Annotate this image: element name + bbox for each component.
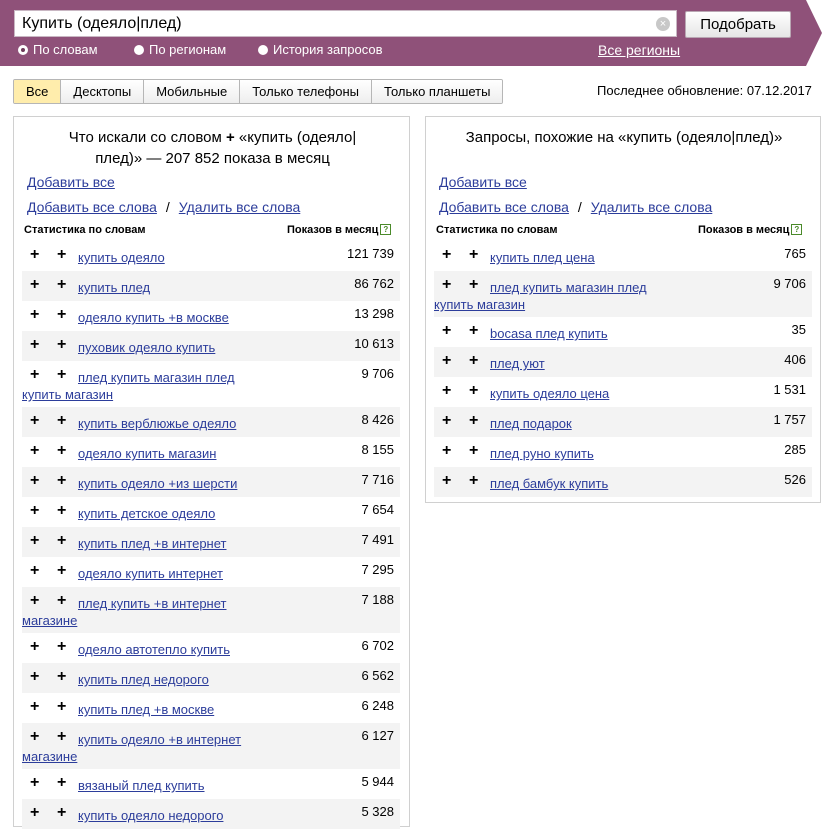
phrase-link[interactable]: плед купить магазин плед купить магазин bbox=[434, 280, 647, 312]
table-row bbox=[434, 241, 812, 271]
impressions-count: 1 757 bbox=[773, 412, 806, 427]
phrase-link[interactable]: одеяло купить интернет bbox=[78, 566, 223, 581]
table-row bbox=[22, 693, 400, 723]
add-all-link[interactable]: Добавить все bbox=[439, 174, 527, 190]
add-word-plus-icon[interactable]: + bbox=[30, 668, 40, 685]
table-row bbox=[434, 467, 812, 497]
add-all-words-link[interactable]: Добавить все слова bbox=[439, 199, 569, 215]
column-header-count-label: Показов в месяц bbox=[287, 224, 379, 236]
impressions-count: 7 654 bbox=[361, 502, 394, 517]
table-row bbox=[22, 799, 400, 829]
add-word-plus-icon[interactable]: + bbox=[442, 352, 452, 369]
radio-label: По регионам bbox=[149, 42, 227, 57]
phrase-link[interactable]: плед уют bbox=[490, 356, 545, 371]
impressions-count: 6 127 bbox=[361, 728, 394, 743]
table-row bbox=[434, 347, 812, 377]
left-table bbox=[22, 241, 400, 829]
phrase-link[interactable]: купить верблюжье одеяло bbox=[78, 416, 237, 431]
left-panel-title bbox=[14, 127, 411, 169]
add-word-plus-icon[interactable]: + bbox=[30, 728, 40, 745]
radio-selected-icon bbox=[18, 45, 28, 55]
search-query-text: Купить (одеяло|плед) bbox=[22, 15, 182, 32]
add-phrase-plus-icon[interactable]: + bbox=[57, 306, 67, 323]
word-actions bbox=[439, 199, 712, 215]
regions-link[interactable]: Все регионы bbox=[598, 42, 681, 58]
table-row bbox=[22, 331, 400, 361]
tab-mobile[interactable]: Мобильные bbox=[144, 80, 240, 103]
phrase-link[interactable]: одеяло купить +в москве bbox=[78, 310, 229, 325]
help-icon[interactable]: ? bbox=[380, 224, 391, 235]
add-phrase-plus-icon[interactable]: + bbox=[469, 412, 479, 429]
add-phrase-plus-icon[interactable]: + bbox=[57, 276, 67, 293]
phrase-link[interactable]: плед бамбук купить bbox=[490, 476, 609, 491]
add-phrase-plus-icon[interactable]: + bbox=[469, 442, 479, 459]
add-word-plus-icon[interactable]: + bbox=[30, 366, 40, 383]
add-phrase-plus-icon[interactable]: + bbox=[57, 412, 67, 429]
table-row bbox=[22, 301, 400, 331]
add-word-plus-icon[interactable]: + bbox=[442, 382, 452, 399]
table-row bbox=[22, 407, 400, 437]
add-phrase-plus-icon[interactable]: + bbox=[57, 728, 67, 745]
impressions-count: 285 bbox=[784, 442, 806, 457]
add-phrase-plus-icon[interactable]: + bbox=[469, 382, 479, 399]
add-word-plus-icon[interactable]: + bbox=[442, 322, 452, 339]
phrase-link[interactable]: купить плед +в интернет bbox=[78, 536, 227, 551]
add-word-plus-icon[interactable]: + bbox=[442, 412, 452, 429]
impressions-count: 5 328 bbox=[361, 804, 394, 819]
add-word-plus-icon[interactable]: + bbox=[30, 804, 40, 821]
search-input[interactable] bbox=[14, 10, 677, 37]
add-phrase-plus-icon[interactable]: + bbox=[57, 592, 67, 609]
add-phrase-plus-icon[interactable]: + bbox=[57, 774, 67, 791]
tab-all[interactable]: Все bbox=[14, 80, 61, 103]
table-row bbox=[22, 361, 400, 407]
tab-desktops[interactable]: Десктопы bbox=[61, 80, 144, 103]
column-header-words: Статистика по словам bbox=[24, 224, 146, 236]
remove-all-words-link[interactable]: Удалить все слова bbox=[590, 199, 713, 215]
phrase-link[interactable]: купить детское одеяло bbox=[78, 506, 216, 521]
impressions-count: 9 706 bbox=[361, 366, 394, 381]
impressions-count: 35 bbox=[791, 322, 806, 337]
title-text: Что искали со словом bbox=[68, 129, 222, 146]
add-phrase-plus-icon[interactable]: + bbox=[57, 562, 67, 579]
impressions-count: 5 944 bbox=[361, 774, 394, 789]
table-row bbox=[22, 557, 400, 587]
impressions-count: 1 531 bbox=[773, 382, 806, 397]
add-phrase-plus-icon[interactable]: + bbox=[57, 804, 67, 821]
add-word-plus-icon[interactable]: + bbox=[30, 638, 40, 655]
tab-tablets-only[interactable]: Только планшеты bbox=[372, 80, 502, 103]
impressions-count: 86 762 bbox=[354, 276, 394, 291]
impressions-count: 765 bbox=[784, 246, 806, 261]
add-word-plus-icon[interactable]: + bbox=[30, 502, 40, 519]
impressions-count: 7 491 bbox=[361, 532, 394, 547]
radio-by-regions[interactable] bbox=[134, 42, 226, 57]
phrase-link[interactable]: bocasa плед купить bbox=[490, 326, 608, 341]
add-word-plus-icon[interactable]: + bbox=[30, 562, 40, 579]
add-phrase-plus-icon[interactable]: + bbox=[57, 698, 67, 715]
add-phrase-plus-icon[interactable]: + bbox=[57, 638, 67, 655]
table-row bbox=[22, 527, 400, 557]
column-header-words: Статистика по словам bbox=[436, 224, 558, 236]
table-row bbox=[22, 437, 400, 467]
remove-all-words-link[interactable]: Удалить все слова bbox=[178, 199, 301, 215]
title-text: «купить (одеяло| bbox=[238, 129, 357, 146]
help-icon[interactable]: ? bbox=[791, 224, 802, 235]
table-row bbox=[22, 723, 400, 769]
add-phrase-plus-icon[interactable]: + bbox=[469, 322, 479, 339]
phrase-link[interactable]: купить плед цена bbox=[490, 250, 595, 265]
add-phrase-plus-icon[interactable]: + bbox=[57, 442, 67, 459]
add-word-plus-icon[interactable]: + bbox=[30, 306, 40, 323]
impressions-count: 7 188 bbox=[361, 592, 394, 607]
impressions-count: 121 739 bbox=[347, 246, 394, 261]
add-phrase-plus-icon[interactable]: + bbox=[469, 352, 479, 369]
impressions-count: 8 155 bbox=[361, 442, 394, 457]
add-word-plus-icon[interactable]: + bbox=[30, 592, 40, 609]
add-word-plus-icon[interactable]: + bbox=[30, 336, 40, 353]
add-word-plus-icon[interactable]: + bbox=[30, 774, 40, 791]
word-actions bbox=[27, 199, 300, 215]
column-header-count bbox=[287, 224, 391, 236]
radio-history[interactable] bbox=[258, 42, 383, 57]
table-row bbox=[434, 271, 812, 317]
table-row bbox=[22, 587, 400, 633]
table-row bbox=[22, 497, 400, 527]
submit-button[interactable]: Подобрать bbox=[685, 11, 791, 38]
phrase-link[interactable]: пуховик одеяло купить bbox=[78, 340, 216, 355]
add-word-plus-icon[interactable]: + bbox=[30, 532, 40, 549]
radio-unselected-icon bbox=[258, 45, 268, 55]
search-header bbox=[0, 0, 834, 66]
phrase-link[interactable]: плед купить +в интернет магазине bbox=[22, 596, 227, 628]
table-row bbox=[434, 437, 812, 467]
phrase-link[interactable]: купить одеяло +из шерсти bbox=[78, 476, 238, 491]
phrase-link[interactable]: одеяло купить магазин bbox=[78, 446, 217, 461]
phrase-link[interactable]: плед подарок bbox=[490, 416, 572, 431]
radio-by-words[interactable] bbox=[18, 42, 98, 57]
phrase-link[interactable]: плед руно купить bbox=[490, 446, 594, 461]
phrase-link[interactable]: купить плед bbox=[78, 280, 151, 295]
phrase-link[interactable]: купить плед +в москве bbox=[78, 702, 215, 717]
table-row bbox=[22, 633, 400, 663]
table-row bbox=[22, 467, 400, 497]
right-panel-title: Запросы, похожие на «купить (одеяло|плед)» bbox=[465, 129, 783, 146]
impressions-count: 7 716 bbox=[361, 472, 394, 487]
add-word-plus-icon[interactable]: + bbox=[30, 442, 40, 459]
left-panel bbox=[13, 116, 410, 827]
phrase-link[interactable]: купить одеяло bbox=[78, 250, 165, 265]
phrase-link[interactable]: купить одеяло +в интернет магазине bbox=[22, 732, 242, 764]
add-word-plus-icon[interactable]: + bbox=[30, 472, 40, 489]
phrase-link[interactable]: купить плед недорого bbox=[78, 672, 209, 687]
plus-icon: + bbox=[225, 129, 235, 146]
add-phrase-plus-icon[interactable]: + bbox=[57, 668, 67, 685]
table-row bbox=[434, 407, 812, 437]
add-word-plus-icon[interactable]: + bbox=[442, 442, 452, 459]
phrase-link[interactable]: вязаный плед купить bbox=[78, 778, 205, 793]
last-updated-text: Последнее обновление: 07.12.2017 bbox=[597, 83, 812, 98]
tab-phones-only[interactable]: Только телефоны bbox=[240, 80, 372, 103]
add-phrase-plus-icon[interactable]: + bbox=[469, 472, 479, 489]
radio-unselected-icon bbox=[134, 45, 144, 55]
phrase-link[interactable]: одеяло автотепло купить bbox=[78, 642, 230, 657]
impressions-count: 13 298 bbox=[354, 306, 394, 321]
impressions-count: 7 295 bbox=[361, 562, 394, 577]
separator: / bbox=[165, 199, 170, 215]
right-table bbox=[434, 241, 812, 497]
separator: / bbox=[577, 199, 582, 215]
table-row bbox=[22, 241, 400, 271]
add-phrase-plus-icon[interactable]: + bbox=[57, 366, 67, 383]
right-panel bbox=[425, 116, 821, 503]
column-header-count bbox=[698, 224, 802, 236]
add-all-link[interactable]: Добавить все bbox=[27, 174, 115, 190]
add-phrase-plus-icon[interactable]: + bbox=[469, 276, 479, 293]
add-phrase-plus-icon[interactable]: + bbox=[57, 532, 67, 549]
impressions-count: 6 702 bbox=[361, 638, 394, 653]
radio-label: История запросов bbox=[273, 42, 383, 57]
add-word-plus-icon[interactable]: + bbox=[30, 246, 40, 263]
add-all-words-link[interactable]: Добавить все слова bbox=[27, 199, 157, 215]
impressions-count: 526 bbox=[784, 472, 806, 487]
radio-label: По словам bbox=[33, 42, 98, 57]
add-word-plus-icon[interactable]: + bbox=[30, 276, 40, 293]
phrase-link[interactable]: плед купить магазин плед купить магазин bbox=[22, 370, 235, 402]
impressions-count: 6 562 bbox=[361, 668, 394, 683]
column-header-count-label: Показов в месяц bbox=[698, 224, 790, 236]
impressions-count: 9 706 bbox=[773, 276, 806, 291]
add-phrase-plus-icon[interactable]: + bbox=[57, 472, 67, 489]
table-row bbox=[22, 769, 400, 799]
add-word-plus-icon[interactable]: + bbox=[442, 246, 452, 263]
add-phrase-plus-icon[interactable]: + bbox=[57, 336, 67, 353]
table-row bbox=[434, 317, 812, 347]
impressions-count: 406 bbox=[784, 352, 806, 367]
add-word-plus-icon[interactable]: + bbox=[442, 472, 452, 489]
table-row bbox=[22, 271, 400, 301]
table-row bbox=[22, 663, 400, 693]
device-tabs bbox=[13, 79, 503, 104]
add-word-plus-icon[interactable]: + bbox=[30, 412, 40, 429]
add-phrase-plus-icon[interactable]: + bbox=[57, 502, 67, 519]
add-phrase-plus-icon[interactable]: + bbox=[57, 246, 67, 263]
phrase-link[interactable]: купить одеяло цена bbox=[490, 386, 610, 401]
close-icon[interactable]: × bbox=[656, 17, 670, 31]
title-text: плед)» — 207 852 показа в месяц bbox=[95, 150, 330, 167]
add-word-plus-icon[interactable]: + bbox=[442, 276, 452, 293]
impressions-count: 6 248 bbox=[361, 698, 394, 713]
add-word-plus-icon[interactable]: + bbox=[30, 698, 40, 715]
impressions-count: 8 426 bbox=[361, 412, 394, 427]
add-phrase-plus-icon[interactable]: + bbox=[469, 246, 479, 263]
impressions-count: 10 613 bbox=[354, 336, 394, 351]
table-row bbox=[434, 377, 812, 407]
phrase-link[interactable]: купить одеяло недорого bbox=[78, 808, 224, 823]
